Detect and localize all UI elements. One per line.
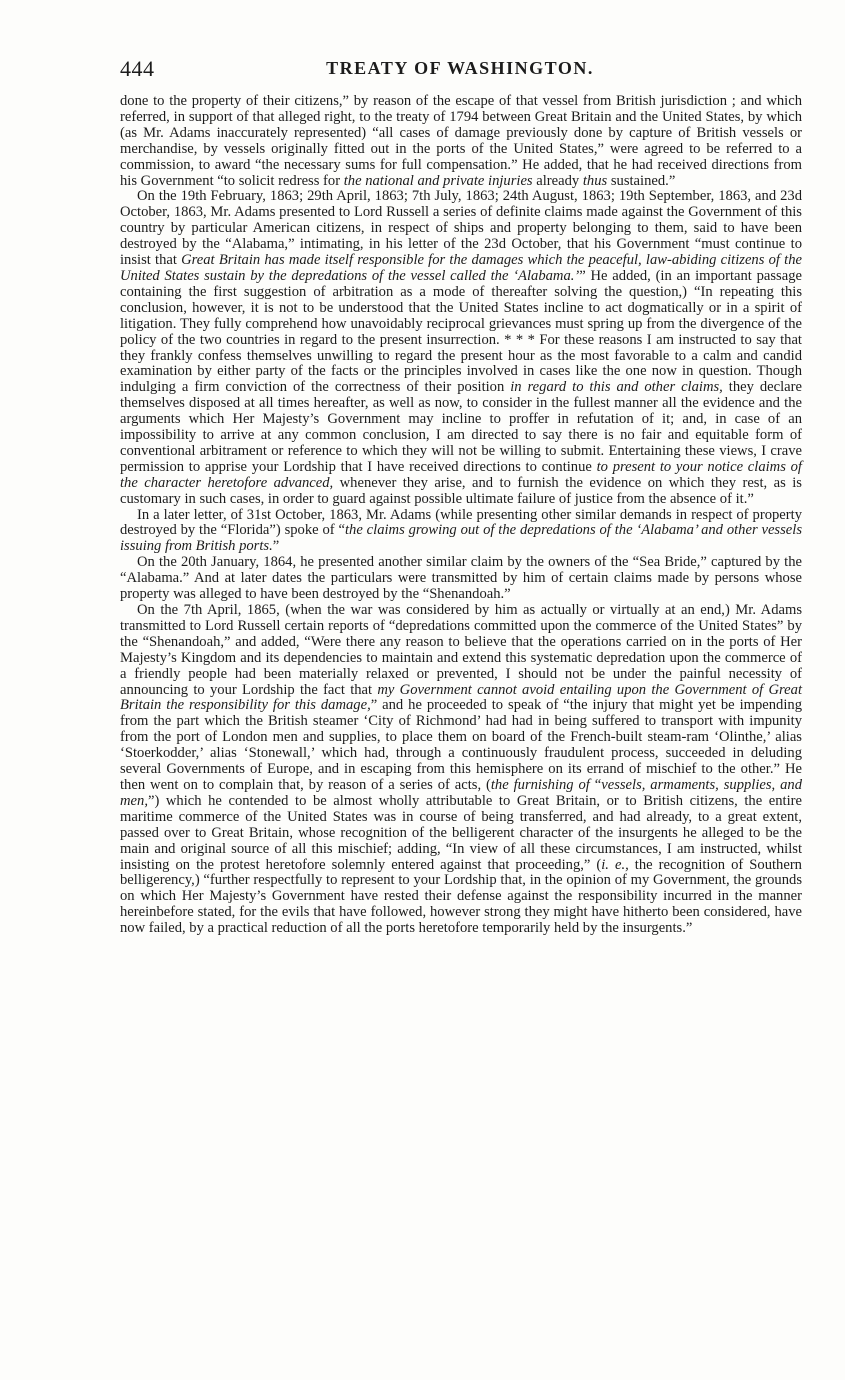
text-run: already [532,172,583,189]
page-header [120,56,800,82]
italic-text: Great Britain has made itself responsible for the damages which the peaceful, law-abiding citizens of the United States sustain by the depredations of the vessel called the ‘Alabama.’ [120,252,802,284]
text-run: ”) which he contended to be almost wholly attributable to Great Britain, or to British citizens, the entire maritime commerce of the United States was in course of being transferred, and had already, to a great extent, passed over to Great Britain, whose recognition of the belligerent character of the insurgents he alleged to be the main and original source of all this mischief; adding, “In view of all these circumstances, I am instructed, whilst insisting on the protest heretofore solemnly entered against that proceeding,” ( [120,792,802,873]
text-run: whenever they arise, and to furnish the evidence on which they rest, as is customary in such cases, in order to guard against possible ultimate failure of justice from the absence of it.” [120,474,802,507]
text-run: In a later letter, of 31st October, 1863, Mr. Adams (while presenting other similar demands in respect of property destroyed by the “Florida”) spoke of “ [120,506,802,539]
page-number: 444 [120,56,155,81]
italic-text: i. e., [601,856,629,873]
paragraph [120,508,802,556]
running-head: TREATY OF WASHINGTON. [326,58,594,78]
italic-text: vessels, armaments, supplies, and men, [120,776,802,809]
text-run: On the 7th April, 1865, (when the war was considered by him as actually or virtually at an end,) Mr. Adams transmitted to Lord Russell certain reports of “depredations committed upon the commerce of the United States” by the “Shenandoah,” and added, “Were there any reason to believe that the operations carried on in the ports of Her Majesty’s Kingdom and its dependencies to maintain and extend this systematic depredation upon the commerce of a friendly people had been materially relaxed or prevented, I should not be under the painful necessity of announcing to your Lordship the fact that [120,602,802,698]
paragraph [120,189,802,507]
italic-text: thus [582,172,608,189]
text-run: they declare themselves disposed at all times hereafter, as well as now, to consider in the fullest manner all the evidence and the arguments which Her Majesty’s Government may incline to proffer in refutation of it; and, in case of an impossibility to arrive at any common conclusion, I am directed to say there is no fair and equitable form of conventional arbitrament or reference to which they will not be willing to submit. Entertaining these views, I crave permission to apprise your Lordship that I have received directions to continue [120,379,802,475]
paragraph [120,555,802,603]
text-run: done to the property of their citizens,” by reason of the escape of that vessel from British jurisdiction ; and which referred, in support of that alleged right, to the treaty of 1794 between Great Britain and the United States, by which (as Mr. Adams inaccurately represented) “all cases of damage previously done by capture of British vessels or merchandise, by vessels originally fitted out in the ports of the United States,” were agreed to be referred to a commission, to award “the necessary sums for full compensation.” He added, that he had received directions from his Government “to solicit redress for [120,93,802,189]
text-run: On the 20th January, 1864, he presented another similar claim by the owners of the “Sea Bride,” captured by the “Alabama.” And at later dates the particulars were transmitted by him of certain claims made by persons whose property was alleged to have been destroyed by the “Shenandoah.” [120,554,802,603]
italic-text: the claims growing out of the depredations of the ‘Alabama’ and other vessels issuing from British ports. [120,522,803,555]
text-run: sustained.” [607,172,676,189]
italic-text: to present to your notice claims of the character heretofore advanced, [120,458,802,491]
body-text [120,94,802,937]
text-run: “ [589,776,602,793]
italic-text: my Government cannot avoid entailing upon the Government of Great Britain the responsibility for this damage, [120,681,802,714]
text-run: ” and he proceeded to speak of “the injury that might yet be impending from the part which the British steamer ‘City of Richmond’ had had in being suffered to transport with impunity from the port of London men and supplies, to place them on board of the French-built steam-ram ‘Olinthe,’ alias ‘Stoerkodder,’ alias ‘Stonewall,’ which had, through a continuously fraudulent process, succeeded in deluding several Governments of Europe, and in escaping from this hemisphere on its errand of mischief to the other.” He then went on to complain that, by reason of a series of acts, ( [120,697,802,793]
text-run: On the 19th February, 1863; 29th April, 1863; 7th July, 1863; 24th August, 1863; 19th September, 1863, and 23d October, 1863, Mr. Adams presented to Lord Russell a series of definite claims made against the Government of this country by particular American citizens, in respect of ships and property belonging to them, said to have been destroyed by the “Alabama,” intimating, in his letter of the 23d October, that his Government “must continue to insist that [120,188,802,269]
text-run: ” [272,538,280,555]
text-run: ” He added, (in an important passage containing the first suggestion of arbitration as a mode of thereafter solving the question,) “In repeating this conclusion, however, it is not to be understood that the United States incline to act dogmatically or in a spirit of litigation. They fully comprehend how unavoidably reciprocal grievances must spring up from the divergence of the policy of the two countries in regard to the present insurrection. * * * For these reasons I am instructed to say that they frankly confess themselves unwilling to regard the present hour as the most favorable to a calm and candid examination by either party of the facts or the principles involved in cases like the one now in question. Though indulging a firm conviction of the correctness of their position [120,267,802,396]
paragraph [120,603,802,937]
italic-text: the national and private injuries [343,172,533,189]
italic-text: the furnishing of [490,776,590,793]
paragraph [120,94,802,189]
text-run: the recognition of Southern belligerency,) “further respectfully to represent to your Lordship that, in the opinion of my Government, the grounds on which Her Majesty’s Government have rested their defense against the responsibility incurred in the manner hereinbefore stated, for the evils that have followed, however strong they might have hitherto been considered, have now failed, by a practical reduction of all the ports heretofore temporarily held by the insurgents.” [120,856,802,937]
italic-text: in regard to this and other claims, [510,379,723,396]
